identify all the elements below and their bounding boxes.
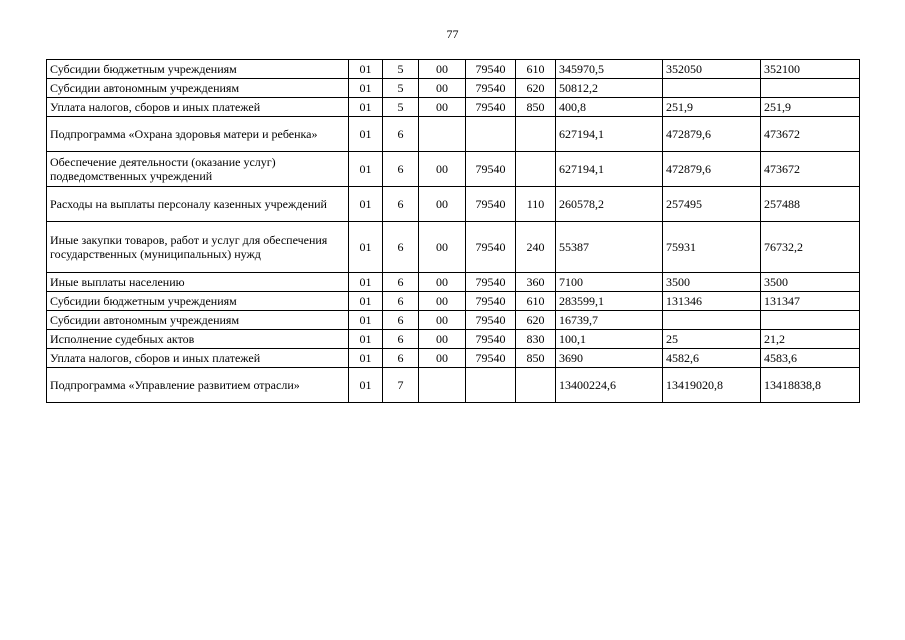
cell-c2: 5 <box>383 60 419 79</box>
cell-value-3: 473672 <box>761 152 860 187</box>
cell-c3: 00 <box>419 349 466 368</box>
cell-type: 850 <box>516 98 556 117</box>
cell-code: 79540 <box>466 79 516 98</box>
cell-c1: 01 <box>349 187 383 222</box>
cell-c1: 01 <box>349 273 383 292</box>
cell-value-1: 7100 <box>556 273 663 292</box>
row-name: Уплата налогов, сборов и иных платежей <box>47 349 349 368</box>
cell-value-2: 3500 <box>663 273 761 292</box>
cell-type: 360 <box>516 273 556 292</box>
cell-c3: 00 <box>419 222 466 273</box>
row-name: Уплата налогов, сборов и иных платежей <box>47 98 349 117</box>
cell-c1: 01 <box>349 311 383 330</box>
cell-code: 79540 <box>466 330 516 349</box>
cell-c2: 6 <box>383 187 419 222</box>
cell-type: 610 <box>516 60 556 79</box>
row-name: Расходы на выплаты персоналу казенных учреждений <box>47 187 349 222</box>
cell-code <box>466 368 516 403</box>
cell-c3: 00 <box>419 98 466 117</box>
cell-value-3: 13418838,8 <box>761 368 860 403</box>
cell-value-2: 352050 <box>663 60 761 79</box>
cell-type: 830 <box>516 330 556 349</box>
cell-c1: 01 <box>349 368 383 403</box>
cell-c2: 6 <box>383 273 419 292</box>
cell-code: 79540 <box>466 349 516 368</box>
cell-c1: 01 <box>349 349 383 368</box>
cell-c3 <box>419 117 466 152</box>
cell-value-2 <box>663 79 761 98</box>
table-row <box>47 222 860 273</box>
row-name: Субсидии бюджетным учреждениям <box>47 60 349 79</box>
cell-value-2: 131346 <box>663 292 761 311</box>
cell-c3: 00 <box>419 273 466 292</box>
cell-type: 850 <box>516 349 556 368</box>
cell-value-2: 75931 <box>663 222 761 273</box>
table-row <box>47 60 860 79</box>
cell-value-1: 260578,2 <box>556 187 663 222</box>
cell-value-3: 21,2 <box>761 330 860 349</box>
table-row <box>47 98 860 117</box>
cell-value-2: 257495 <box>663 187 761 222</box>
cell-c2: 6 <box>383 222 419 273</box>
cell-value-3 <box>761 311 860 330</box>
cell-type: 620 <box>516 79 556 98</box>
cell-code <box>466 117 516 152</box>
cell-c3: 00 <box>419 79 466 98</box>
cell-value-1: 50812,2 <box>556 79 663 98</box>
cell-c3: 00 <box>419 311 466 330</box>
cell-value-1: 627194,1 <box>556 117 663 152</box>
cell-value-1: 283599,1 <box>556 292 663 311</box>
cell-value-1: 100,1 <box>556 330 663 349</box>
cell-code: 79540 <box>466 311 516 330</box>
row-name: Субсидии бюджетным учреждениям <box>47 292 349 311</box>
cell-c1: 01 <box>349 117 383 152</box>
cell-value-1: 55387 <box>556 222 663 273</box>
cell-value-3: 76732,2 <box>761 222 860 273</box>
row-name: Подпрограмма «Охрана здоровья матери и ребенка» <box>47 117 349 152</box>
cell-c1: 01 <box>349 292 383 311</box>
cell-code: 79540 <box>466 98 516 117</box>
cell-value-1: 3690 <box>556 349 663 368</box>
cell-value-3: 251,9 <box>761 98 860 117</box>
cell-value-2: 13419020,8 <box>663 368 761 403</box>
cell-value-1: 400,8 <box>556 98 663 117</box>
cell-value-1: 16739,7 <box>556 311 663 330</box>
table-row <box>47 79 860 98</box>
cell-type <box>516 152 556 187</box>
cell-c2: 5 <box>383 79 419 98</box>
table-row <box>47 368 860 403</box>
cell-value-2: 25 <box>663 330 761 349</box>
cell-c3: 00 <box>419 60 466 79</box>
row-name: Исполнение судебных актов <box>47 330 349 349</box>
table-row <box>47 349 860 368</box>
cell-c2: 6 <box>383 330 419 349</box>
cell-value-2: 472879,6 <box>663 152 761 187</box>
cell-c3: 00 <box>419 330 466 349</box>
cell-c2: 6 <box>383 311 419 330</box>
cell-value-3: 3500 <box>761 273 860 292</box>
row-name: Иные закупки товаров, работ и услуг для обеспечения государственных (муниципальных) нужд <box>47 222 349 273</box>
cell-value-2: 472879,6 <box>663 117 761 152</box>
row-name: Подпрограмма «Управление развитием отрасли» <box>47 368 349 403</box>
table-row <box>47 273 860 292</box>
cell-code: 79540 <box>466 60 516 79</box>
cell-code: 79540 <box>466 292 516 311</box>
cell-value-3 <box>761 79 860 98</box>
table-row <box>47 292 860 311</box>
table-row <box>47 152 860 187</box>
cell-code: 79540 <box>466 222 516 273</box>
cell-c1: 01 <box>349 330 383 349</box>
cell-value-1: 13400224,6 <box>556 368 663 403</box>
cell-type <box>516 368 556 403</box>
cell-c1: 01 <box>349 152 383 187</box>
cell-value-3: 257488 <box>761 187 860 222</box>
cell-value-2: 251,9 <box>663 98 761 117</box>
cell-c1: 01 <box>349 79 383 98</box>
cell-c1: 01 <box>349 222 383 273</box>
table-row <box>47 117 860 152</box>
cell-value-3: 4583,6 <box>761 349 860 368</box>
row-name: Субсидии автономным учреждениям <box>47 79 349 98</box>
cell-c2: 6 <box>383 349 419 368</box>
row-name: Иные выплаты населению <box>47 273 349 292</box>
table-row <box>47 330 860 349</box>
cell-type: 110 <box>516 187 556 222</box>
cell-type: 620 <box>516 311 556 330</box>
cell-c2: 6 <box>383 152 419 187</box>
cell-type: 240 <box>516 222 556 273</box>
cell-c2: 6 <box>383 292 419 311</box>
cell-type <box>516 117 556 152</box>
cell-code: 79540 <box>466 273 516 292</box>
cell-value-3: 352100 <box>761 60 860 79</box>
cell-c2: 5 <box>383 98 419 117</box>
row-name: Обеспечение деятельности (оказание услуг) подведомственных учреждений <box>47 152 349 187</box>
cell-c3 <box>419 368 466 403</box>
cell-c2: 7 <box>383 368 419 403</box>
cell-value-1: 627194,1 <box>556 152 663 187</box>
cell-c1: 01 <box>349 60 383 79</box>
cell-code: 79540 <box>466 187 516 222</box>
cell-type: 610 <box>516 292 556 311</box>
table-row <box>47 187 860 222</box>
budget-table <box>46 59 860 403</box>
page-number: 77 <box>446 27 459 41</box>
cell-c3: 00 <box>419 152 466 187</box>
cell-c3: 00 <box>419 187 466 222</box>
cell-value-2: 4582,6 <box>663 349 761 368</box>
cell-value-3: 131347 <box>761 292 860 311</box>
cell-code: 79540 <box>466 152 516 187</box>
cell-value-1: 345970,5 <box>556 60 663 79</box>
cell-value-3: 473672 <box>761 117 860 152</box>
row-name: Субсидии автономным учреждениям <box>47 311 349 330</box>
cell-c1: 01 <box>349 98 383 117</box>
cell-value-2 <box>663 311 761 330</box>
cell-c3: 00 <box>419 292 466 311</box>
cell-c2: 6 <box>383 117 419 152</box>
table-row <box>47 311 860 330</box>
